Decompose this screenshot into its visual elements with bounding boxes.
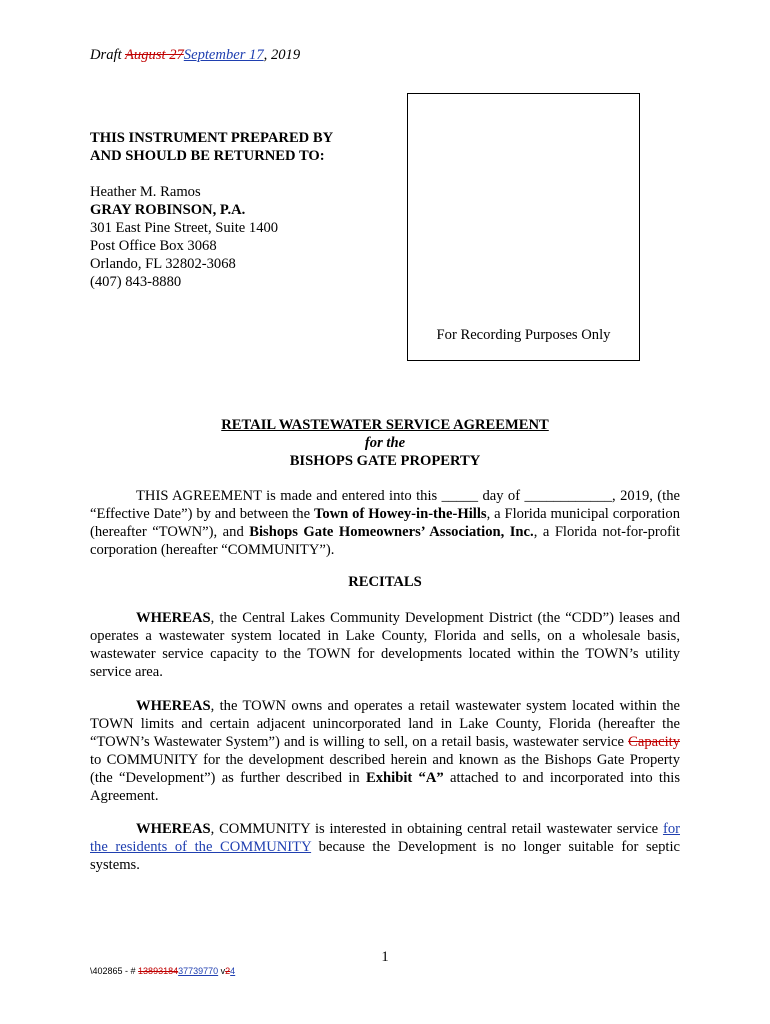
address-city: Orlando, FL 32802-3068 xyxy=(90,256,236,272)
footer-deleted-version: 2 xyxy=(225,966,231,976)
draft-date xyxy=(90,47,300,64)
intro-paragraph: THIS AGREEMENT is made and entered into this _____ day of ____________, 2019, (the “Effective Date”) by and between the Town of Howey-in-the-Hills, a Florida municipal corporation (hereafter “TOWN”), and Bishops Gate Homeowners’ Association, Inc., a Florida not-for-profit corporation (hereafter “COMMUNITY”). xyxy=(90,488,680,558)
draft-inserted-date: September 17 xyxy=(183,47,264,63)
recitals-heading: RECITALS xyxy=(348,574,422,590)
document-footer: \402865 - # 1389318437739770 v24 xyxy=(90,966,236,976)
inserted-residents: for the residents of the COMMUNITY xyxy=(90,821,680,855)
address-po-box: Post Office Box 3068 xyxy=(90,238,217,254)
prepared-by-line1: THIS INSTRUMENT PREPARED BY xyxy=(90,130,334,146)
address-firm: GRAY ROBINSON, P.A. xyxy=(90,202,246,218)
draft-deleted-date: August 27 xyxy=(125,47,184,63)
hoa-name: Bishops Gate Homeowners’ Association, Inc. xyxy=(249,524,534,540)
whereas-paragraph-1: WHEREAS, the Central Lakes Community Development District (the “CDD”) leases and operates a wastewater system located in Lake County, Florida and sells, on a wholesale basis, wastewater service capacity to the TOWN for developments located within the TOWN’s utility service area. xyxy=(90,610,680,680)
prepared-by-line2: AND SHOULD BE RETURNED TO: xyxy=(90,148,325,164)
exhibit-a: Exhibit “A” xyxy=(366,770,444,786)
draft-suffix: , 2019 xyxy=(263,47,301,63)
footer-inserted-number: 37739770 xyxy=(178,966,219,976)
whereas-paragraph-2: WHEREAS, the TOWN owns and operates a retail wastewater system located within the TOWN limits and certain adjacent unincorporated land in Lake County, Florida (hereafter the “TOWN’s Wastewater System”) and is willing to sell, on a retail basis, wastewater service Capacity to COMMUNITY for the development described herein and known as the Bishops Gate Property (the “Development”) as further described in Exhibit “A” attached to and incorporated into this Agreement. xyxy=(90,698,681,804)
title-line3: BISHOPS GATE PROPERTY xyxy=(289,453,481,469)
recording-label: For Recording Purposes Only xyxy=(436,327,611,343)
address-name: Heather M. Ramos xyxy=(90,184,201,200)
prepared-by-heading xyxy=(90,129,333,165)
footer-inserted-version: 4 xyxy=(230,966,236,976)
draft-prefix: Draft xyxy=(90,47,126,63)
footer-deleted-number: 13893184 xyxy=(138,966,179,976)
title-line2: for the xyxy=(364,435,406,451)
deleted-capacity: Capacity xyxy=(628,734,680,750)
address-phone: (407) 843-8880 xyxy=(90,274,182,290)
agreement-title xyxy=(90,416,680,470)
recording-box xyxy=(407,93,640,361)
address-street: 301 East Pine Street, Suite 1400 xyxy=(90,220,279,236)
whereas-paragraph-3: WHEREAS, COMMUNITY is interested in obtaining central retail wastewater service for the residents of the COMMUNITY because the Development is no longer suitable for septic systems. xyxy=(90,821,680,873)
town-name: Town of Howey-in-the-Hills xyxy=(313,506,487,522)
page-number: 1 xyxy=(381,949,389,965)
title-line1: RETAIL WASTEWATER SERVICE AGREEMENT xyxy=(221,417,549,433)
return-address xyxy=(90,183,278,291)
